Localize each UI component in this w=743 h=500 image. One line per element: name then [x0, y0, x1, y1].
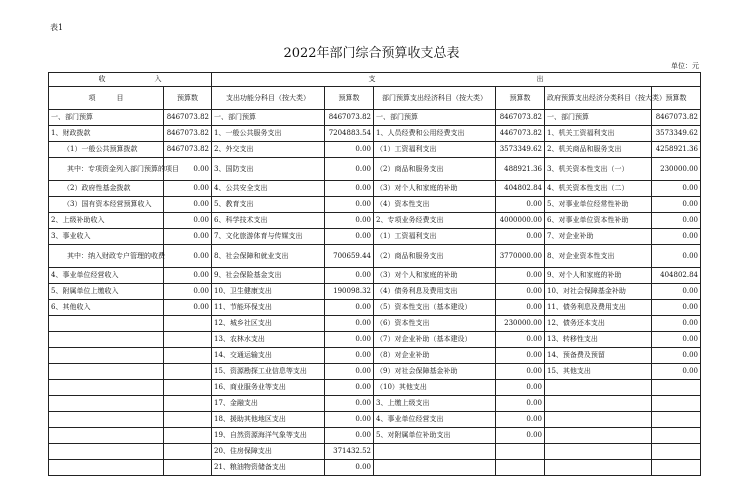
- income-budget: 0.00: [164, 268, 212, 284]
- gov-econ-item: 1、机关工资福利支出: [545, 126, 652, 142]
- gov-econ-item: [545, 460, 652, 476]
- func-class-item: 10、卫生健康支出: [212, 284, 325, 300]
- table-row: [49, 268, 701, 284]
- table-row: [49, 300, 701, 316]
- gov-econ-budget: 230000.00: [652, 158, 701, 181]
- func-class-item: 9、社会保险基金支出: [212, 268, 325, 284]
- income-item: [49, 348, 164, 364]
- econ-class-budget: 4000000.00: [496, 213, 545, 229]
- income-budget: 0.00: [164, 181, 212, 197]
- gov-econ-item: 11、债务利息及费用支出: [545, 300, 652, 316]
- expense-header: 支 出: [212, 73, 701, 87]
- econ-class-header: 部门预算支出经济科目（按大类）: [374, 87, 496, 110]
- func-class-item: 4、公共安全支出: [212, 181, 325, 197]
- func-class-item: 1、一般公共服务支出: [212, 126, 325, 142]
- func-class-budget: 7204883.54: [325, 126, 374, 142]
- income-budget: [164, 364, 212, 380]
- gov-econ-item: 6、对事业单位资本性补助: [545, 213, 652, 229]
- gov-econ-budget: 404802.84: [652, 268, 701, 284]
- econ-class-item: 1、人员经费和公用经费支出: [374, 126, 496, 142]
- income-item: 3、事业收入: [49, 229, 164, 245]
- income-budget: 8467073.82: [164, 142, 212, 158]
- income-item: （3）国有资本经营预算收入: [49, 197, 164, 213]
- func-class-item: 21、粮油物资储备支出: [212, 460, 325, 476]
- func-class-budget: 0.00: [325, 300, 374, 316]
- econ-class-budget: 0.00: [496, 300, 545, 316]
- econ-class-budget: 8467073.82: [496, 110, 545, 126]
- econ-class-budget: 0.00: [496, 428, 545, 444]
- income-item: 5、附属单位上缴收入: [49, 284, 164, 300]
- gov-econ-budget: 0.00: [652, 364, 701, 380]
- gov-econ-item: 9、对个人和家庭的补助: [545, 268, 652, 284]
- budget-header: 预算数: [652, 87, 701, 110]
- gov-econ-budget: 0.00: [652, 332, 701, 348]
- econ-class-item: （1）工资福利支出: [374, 142, 496, 158]
- income-item: [49, 380, 164, 396]
- func-class-budget: 0.00: [325, 396, 374, 412]
- income-budget: [164, 444, 212, 460]
- func-class-budget: 0.00: [325, 380, 374, 396]
- income-item: 2、上级补助收入: [49, 213, 164, 229]
- econ-class-budget: 3770000.00: [496, 245, 545, 268]
- table-row: [49, 213, 701, 229]
- func-class-budget: 0.00: [325, 332, 374, 348]
- func-class-budget: 0.00: [325, 348, 374, 364]
- gov-econ-budget: [652, 444, 701, 460]
- table-row: [49, 332, 701, 348]
- func-class-budget: 0.00: [325, 142, 374, 158]
- func-class-budget: 0.00: [325, 460, 374, 476]
- econ-class-budget: 0.00: [496, 332, 545, 348]
- func-class-budget: 8467073.82: [325, 110, 374, 126]
- econ-class-item: [374, 444, 496, 460]
- gov-econ-item: 13、转移性支出: [545, 332, 652, 348]
- func-class-item: 14、交通运输支出: [212, 348, 325, 364]
- table-row: [49, 412, 701, 428]
- income-budget: 8467073.82: [164, 110, 212, 126]
- income-budget: 0.00: [164, 300, 212, 316]
- income-budget: 0.00: [164, 197, 212, 213]
- table-row: [49, 126, 701, 142]
- income-item: （1）一般公共预算拨款: [49, 142, 164, 158]
- func-class-budget: 0.00: [325, 316, 374, 332]
- table-row: [49, 181, 701, 197]
- table-row: [49, 142, 701, 158]
- income-budget: [164, 460, 212, 476]
- econ-class-item: （6）资本性支出: [374, 316, 496, 332]
- income-item: [49, 332, 164, 348]
- func-class-item: 6、科学技术支出: [212, 213, 325, 229]
- income-budget: [164, 428, 212, 444]
- table-row: [49, 380, 701, 396]
- income-item: 一、部门预算: [49, 110, 164, 126]
- econ-class-item: （5）资本性支出（基本建设）: [374, 300, 496, 316]
- econ-class-item: （9）对社会保障基金补助: [374, 364, 496, 380]
- gov-econ-item: 4、机关资本性支出（二）: [545, 181, 652, 197]
- func-class-budget: 0.00: [325, 213, 374, 229]
- econ-class-budget: [496, 460, 545, 476]
- gov-econ-item: 14、预备费及预留: [545, 348, 652, 364]
- table-row: [49, 364, 701, 380]
- func-class-item: 17、金融支出: [212, 396, 325, 412]
- income-budget: [164, 316, 212, 332]
- budget-header: 预算数: [164, 87, 212, 110]
- table-row: [49, 197, 701, 213]
- gov-econ-budget: 8467073.82: [652, 110, 701, 126]
- econ-class-budget: 3573349.62: [496, 142, 545, 158]
- item-header: 项 目: [49, 87, 164, 110]
- gov-econ-item: [545, 380, 652, 396]
- income-budget: 0.00: [164, 245, 212, 268]
- gov-econ-budget: [652, 396, 701, 412]
- econ-class-item: （4）债务利息及费用支出: [374, 284, 496, 300]
- gov-econ-budget: [652, 460, 701, 476]
- econ-class-item: （2）商品和服务支出: [374, 245, 496, 268]
- income-budget: 0.00: [164, 158, 212, 181]
- income-item: 1、财政拨款: [49, 126, 164, 142]
- gov-econ-budget: 0.00: [652, 213, 701, 229]
- func-class-item: 18、援助其他地区支出: [212, 412, 325, 428]
- gov-econ-budget: 3573349.62: [652, 126, 701, 142]
- income-budget: 8467073.82: [164, 126, 212, 142]
- econ-class-item: 3、上缴上级支出: [374, 396, 496, 412]
- func-class-budget: 0.00: [325, 268, 374, 284]
- gov-econ-class-header: 政府预算支出经济分类科目（按大类）: [545, 87, 652, 110]
- gov-econ-item: 10、对社会保障基金补助: [545, 284, 652, 300]
- income-budget: [164, 380, 212, 396]
- gov-econ-item: [545, 412, 652, 428]
- income-item: 6、其他收入: [49, 300, 164, 316]
- func-class-item: 16、商业服务业等支出: [212, 380, 325, 396]
- gov-econ-budget: 0.00: [652, 348, 701, 364]
- econ-class-budget: [496, 444, 545, 460]
- budget-header: 预算数: [325, 87, 374, 110]
- income-budget: 0.00: [164, 229, 212, 245]
- func-class-item: 19、自然资源海洋气象等支出: [212, 428, 325, 444]
- table-row: [49, 428, 701, 444]
- econ-class-budget: 488921.36: [496, 158, 545, 181]
- func-class-item: 一、部门预算: [212, 110, 325, 126]
- income-item: 其中：专项资金列入部门预算的项目: [49, 158, 164, 181]
- func-class-item: 7、文化旅游体育与传媒支出: [212, 229, 325, 245]
- income-item: [49, 364, 164, 380]
- func-class-item: 8、社会保障和就业支出: [212, 245, 325, 268]
- func-class-budget: 0.00: [325, 229, 374, 245]
- econ-class-budget: 0.00: [496, 197, 545, 213]
- page-title: 2022年部门综合预算收支总表: [283, 46, 460, 61]
- income-budget: [164, 332, 212, 348]
- gov-econ-item: 7、对企业补助: [545, 229, 652, 245]
- func-class-item: 5、教育支出: [212, 197, 325, 213]
- table-row: [49, 229, 701, 245]
- econ-class-item: 2、专项业务经费支出: [374, 213, 496, 229]
- econ-class-budget: 0.00: [496, 364, 545, 380]
- income-budget: [164, 396, 212, 412]
- table-label: 表1: [50, 23, 64, 32]
- table-row: [49, 460, 701, 476]
- func-class-item: 20、住房保障支出: [212, 444, 325, 460]
- econ-class-item: [374, 460, 496, 476]
- income-item: 其中：纳入财政专户管理的收费: [49, 245, 164, 268]
- income-item: [49, 460, 164, 476]
- table-row: [49, 110, 701, 126]
- econ-class-budget: 0.00: [496, 380, 545, 396]
- econ-class-item: 4、事业单位经营支出: [374, 412, 496, 428]
- func-class-item: 12、城乡社区支出: [212, 316, 325, 332]
- income-item: [49, 428, 164, 444]
- func-class-budget: 0.00: [325, 364, 374, 380]
- income-item: 4、事业单位经营收入: [49, 268, 164, 284]
- header-row-2: [49, 87, 701, 110]
- gov-econ-budget: 0.00: [652, 300, 701, 316]
- header-row-1: [49, 73, 701, 87]
- func-class-budget: 0.00: [325, 428, 374, 444]
- func-class-item: 15、资源勘探工业信息等支出: [212, 364, 325, 380]
- econ-class-item: （7）对企业补助（基本建设）: [374, 332, 496, 348]
- table-row: [49, 158, 701, 181]
- gov-econ-item: 一、部门预算: [545, 110, 652, 126]
- gov-econ-budget: 0.00: [652, 245, 701, 268]
- table-row: [49, 348, 701, 364]
- gov-econ-item: [545, 396, 652, 412]
- unit-label: 单位：元: [671, 62, 699, 70]
- econ-class-budget: 4467073.82: [496, 126, 545, 142]
- gov-econ-budget: [652, 380, 701, 396]
- gov-econ-budget: 0.00: [652, 229, 701, 245]
- table-row: [49, 444, 701, 460]
- gov-econ-budget: 0.00: [652, 284, 701, 300]
- econ-class-item: （4）资本性支出: [374, 197, 496, 213]
- func-class-budget: 0.00: [325, 412, 374, 428]
- income-budget: 0.00: [164, 213, 212, 229]
- func-class-item: 3、国防支出: [212, 158, 325, 181]
- econ-class-budget: 230000.00: [496, 316, 545, 332]
- econ-class-budget: 0.00: [496, 284, 545, 300]
- func-class-budget: 700659.44: [325, 245, 374, 268]
- econ-class-item: 5、对附属单位补助支出: [374, 428, 496, 444]
- gov-econ-item: [545, 428, 652, 444]
- func-class-budget: 0.00: [325, 181, 374, 197]
- table-row: [49, 396, 701, 412]
- func-class-item: 13、农林水支出: [212, 332, 325, 348]
- income-item: [49, 412, 164, 428]
- income-budget: [164, 412, 212, 428]
- econ-class-budget: 0.00: [496, 229, 545, 245]
- econ-class-budget: 0.00: [496, 348, 545, 364]
- table-row: [49, 284, 701, 300]
- gov-econ-budget: [652, 412, 701, 428]
- econ-class-budget: 0.00: [496, 268, 545, 284]
- income-item: （2）政府性基金拨款: [49, 181, 164, 197]
- gov-econ-item: 15、其他支出: [545, 364, 652, 380]
- table-row: [49, 316, 701, 332]
- gov-econ-budget: [652, 428, 701, 444]
- income-item: [49, 444, 164, 460]
- func-class-budget: 190098.32: [325, 284, 374, 300]
- gov-econ-item: 5、对事业单位经常性补助: [545, 197, 652, 213]
- budget-header: 预算数: [496, 87, 545, 110]
- gov-econ-budget: 0.00: [652, 197, 701, 213]
- income-budget: [164, 348, 212, 364]
- econ-class-item: 一、部门预算: [374, 110, 496, 126]
- econ-class-item: （3）对个人和家庭的补助: [374, 181, 496, 197]
- income-item: [49, 396, 164, 412]
- econ-class-item: （1）工资福利支出: [374, 229, 496, 245]
- func-class-header: 支出功能分科目（按大类）: [212, 87, 325, 110]
- income-header: 收 入: [49, 73, 212, 87]
- gov-econ-item: 3、机关资本性支出（一）: [545, 158, 652, 181]
- gov-econ-budget: 4258921.36: [652, 142, 701, 158]
- econ-class-item: （8）对企业补助: [374, 348, 496, 364]
- income-budget: 0.00: [164, 284, 212, 300]
- func-class-budget: 0.00: [325, 158, 374, 181]
- func-class-budget: 0.00: [325, 197, 374, 213]
- func-class-budget: 371432.52: [325, 444, 374, 460]
- gov-econ-item: 2、机关商品和服务支出: [545, 142, 652, 158]
- table-row: [49, 245, 701, 268]
- econ-class-item: （2）商品和服务支出: [374, 158, 496, 181]
- econ-class-budget: 0.00: [496, 412, 545, 428]
- gov-econ-budget: 0.00: [652, 181, 701, 197]
- econ-class-item: （3）对个人和家庭的补助: [374, 268, 496, 284]
- func-class-item: 11、节能环保支出: [212, 300, 325, 316]
- gov-econ-budget: 0.00: [652, 316, 701, 332]
- func-class-item: 2、外交支出: [212, 142, 325, 158]
- econ-class-budget: 0.00: [496, 396, 545, 412]
- econ-class-budget: 404802.84: [496, 181, 545, 197]
- gov-econ-item: 12、债务还本支出: [545, 316, 652, 332]
- gov-econ-item: [545, 444, 652, 460]
- budget-summary-table: [48, 72, 701, 476]
- income-item: [49, 316, 164, 332]
- gov-econ-item: 8、对企业资本性支出: [545, 245, 652, 268]
- econ-class-item: （10）其他支出: [374, 380, 496, 396]
